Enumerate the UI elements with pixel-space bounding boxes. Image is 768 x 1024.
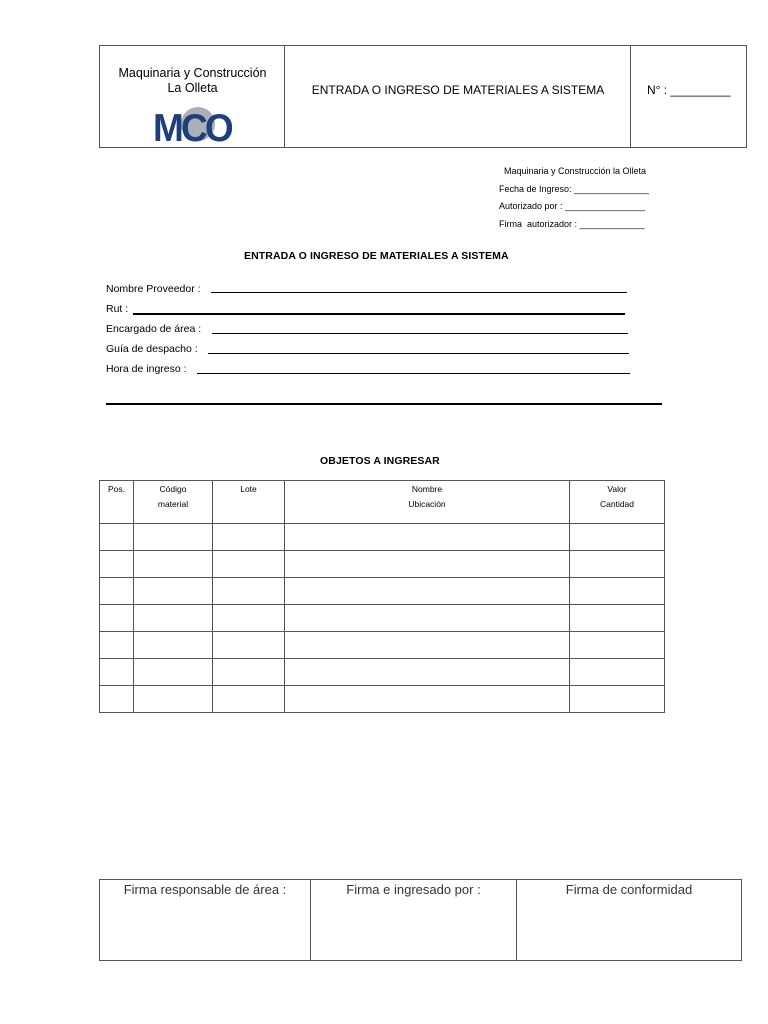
table-row bbox=[100, 632, 665, 659]
header-valor: Valor Cantidad bbox=[570, 481, 665, 524]
table-cell[interactable] bbox=[213, 686, 285, 713]
table-cell[interactable] bbox=[100, 605, 134, 632]
signature-label: Firma responsable de área : bbox=[123, 882, 287, 897]
table-cell[interactable] bbox=[134, 578, 213, 605]
table-cell[interactable] bbox=[285, 686, 570, 713]
table-cell[interactable] bbox=[570, 605, 665, 632]
table-cell[interactable] bbox=[213, 632, 285, 659]
table-cell[interactable] bbox=[134, 551, 213, 578]
table-header-row bbox=[100, 481, 665, 524]
header-lote: Lote bbox=[213, 481, 285, 524]
table-cell[interactable] bbox=[134, 686, 213, 713]
signature-label: Firma e ingresado por : bbox=[346, 882, 481, 897]
table-cell[interactable] bbox=[134, 605, 213, 632]
section-divider bbox=[106, 403, 662, 405]
table-cell[interactable] bbox=[134, 524, 213, 551]
document-title: ENTRADA O INGRESO DE MATERIALES A SISTEMA bbox=[311, 83, 605, 97]
signature-row bbox=[100, 880, 742, 961]
title-cell bbox=[285, 46, 631, 147]
table-cell[interactable] bbox=[570, 686, 665, 713]
header-pos: Pos. bbox=[100, 481, 134, 524]
company-name-line2: La Olleta bbox=[167, 81, 218, 95]
table-cell[interactable] bbox=[570, 551, 665, 578]
table-row bbox=[100, 578, 665, 605]
signature-conformidad[interactable] bbox=[517, 880, 742, 961]
table-cell[interactable] bbox=[285, 578, 570, 605]
field-label-hora: Hora de ingreso : bbox=[106, 363, 187, 375]
table-cell[interactable] bbox=[285, 551, 570, 578]
table-cell[interactable] bbox=[100, 686, 134, 713]
info-autorizado-por[interactable]: Autorizado por : ________________ bbox=[499, 201, 646, 211]
field-line-hora[interactable] bbox=[197, 373, 630, 374]
field-line-encargado[interactable] bbox=[212, 333, 628, 334]
table-row bbox=[100, 686, 665, 713]
table-cell[interactable] bbox=[570, 578, 665, 605]
table-cell[interactable] bbox=[570, 632, 665, 659]
signature-table bbox=[99, 879, 742, 961]
objects-table bbox=[99, 480, 665, 713]
field-label-rut: Rut : bbox=[106, 303, 129, 315]
document-header bbox=[99, 45, 747, 148]
table-row bbox=[100, 659, 665, 686]
table-cell[interactable] bbox=[285, 524, 570, 551]
signature-label: Firma de conformidad bbox=[565, 882, 693, 897]
table-cell[interactable] bbox=[285, 605, 570, 632]
company-name-line1: Maquinaria y Construcción bbox=[118, 66, 267, 80]
logo-baseline bbox=[100, 146, 285, 147]
field-label-proveedor: Nombre Proveedor : bbox=[106, 283, 201, 295]
table-cell[interactable] bbox=[213, 551, 285, 578]
table-cell[interactable] bbox=[213, 578, 285, 605]
table-cell[interactable] bbox=[100, 659, 134, 686]
table-row bbox=[100, 551, 665, 578]
company-name bbox=[100, 66, 285, 96]
document-number-label: N° : _________ bbox=[647, 83, 731, 97]
logo-text: MCO bbox=[152, 107, 231, 146]
field-line-proveedor[interactable] bbox=[211, 292, 627, 293]
table-cell[interactable] bbox=[213, 659, 285, 686]
table-cell[interactable] bbox=[100, 632, 134, 659]
info-firma-autorizador[interactable]: Firma autorizador : _____________ bbox=[499, 219, 645, 229]
table-cell[interactable] bbox=[134, 632, 213, 659]
signature-responsable-area[interactable] bbox=[100, 880, 311, 961]
objects-title: OBJETOS A INGRESAR bbox=[320, 455, 440, 467]
header-codigo: Código material bbox=[134, 481, 213, 524]
signature-ingresado-por[interactable] bbox=[311, 880, 517, 961]
company-logo bbox=[152, 103, 232, 146]
table-cell[interactable] bbox=[213, 524, 285, 551]
info-fecha-ingreso[interactable]: Fecha de Ingreso: _______________ bbox=[499, 184, 650, 194]
table-cell[interactable] bbox=[100, 524, 134, 551]
field-line-guia[interactable] bbox=[208, 353, 629, 354]
field-line-rut[interactable] bbox=[133, 313, 625, 315]
info-company: Maquinaria y Construcción la Olleta bbox=[504, 166, 647, 176]
company-cell bbox=[100, 46, 285, 147]
number-cell bbox=[631, 46, 746, 147]
field-label-encargado: Encargado de área : bbox=[106, 323, 202, 335]
table-row bbox=[100, 524, 665, 551]
table-cell[interactable] bbox=[100, 578, 134, 605]
table-cell[interactable] bbox=[570, 524, 665, 551]
table-cell[interactable] bbox=[100, 551, 134, 578]
table-cell[interactable] bbox=[285, 632, 570, 659]
table-row bbox=[100, 605, 665, 632]
field-label-guia: Guía de despacho : bbox=[106, 343, 198, 355]
table-cell[interactable] bbox=[570, 659, 665, 686]
table-cell[interactable] bbox=[134, 659, 213, 686]
table-cell[interactable] bbox=[213, 605, 285, 632]
form-title: ENTRADA O INGRESO DE MATERIALES A SISTEMA bbox=[244, 250, 509, 262]
header-nombre: Nombre Ubicación bbox=[285, 481, 570, 524]
table-cell[interactable] bbox=[285, 659, 570, 686]
